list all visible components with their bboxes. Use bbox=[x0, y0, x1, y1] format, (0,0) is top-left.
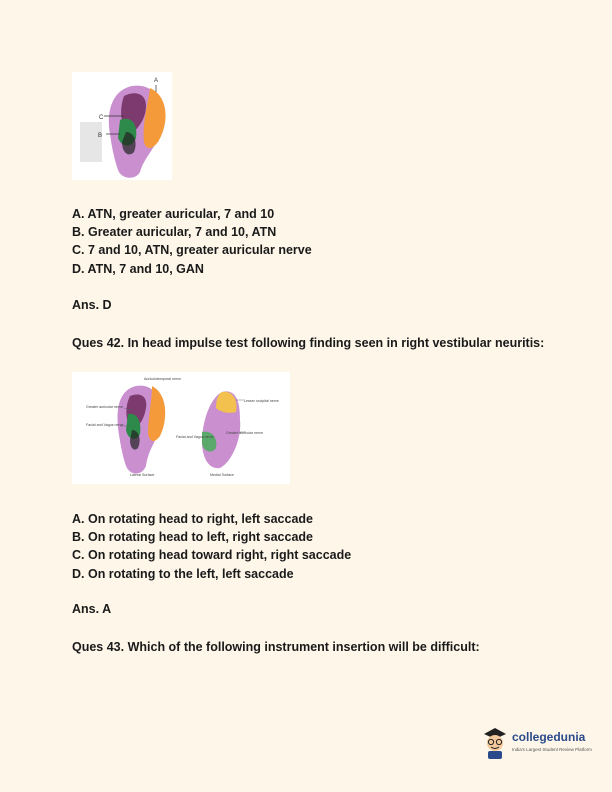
medial-label-lesser-occipital: Lesser occipital nerve bbox=[244, 399, 279, 403]
q41-option-a: A. ATN, greater auricular, 7 and 10 bbox=[72, 207, 275, 221]
q41-option-c: C. 7 and 10, ATN, greater auricular nerve bbox=[72, 243, 312, 258]
collegedunia-logo bbox=[480, 726, 600, 762]
lateral-label-auriculotemporal: Auriculotemporal nerve bbox=[144, 377, 181, 381]
lateral-label-greater-auricular: Greater auricular nerve bbox=[86, 405, 123, 409]
q42-option-b: B. On rotating head to left, right saccade bbox=[72, 530, 314, 545]
label-a: A bbox=[154, 78, 159, 84]
q41-options bbox=[72, 205, 312, 278]
q42-question: Ques 42. In head impulse test following finding seen in right vestibular neuritis: bbox=[72, 336, 545, 350]
mascot-icon bbox=[480, 726, 510, 760]
label-c: C bbox=[99, 115, 104, 121]
logo-name: collegedunia bbox=[512, 730, 586, 744]
ear-nerve-figure bbox=[72, 372, 290, 484]
q41-option-d: D. ATN, 7 and 10, GAN bbox=[72, 261, 204, 276]
q42-options bbox=[72, 510, 351, 583]
logo-tagline: India's Largest Student Review Platform bbox=[512, 747, 592, 752]
caption-medial: Medial Surface bbox=[210, 473, 234, 477]
medial-label-greater-auricular: Greater auricular nerve bbox=[226, 431, 263, 435]
q42-answer: Ans. A bbox=[72, 602, 112, 616]
q42-option-c: C. On rotating head toward right, right saccade bbox=[72, 548, 352, 563]
q42-option-a: A. On rotating head to right, left saccade bbox=[72, 512, 314, 526]
ear-figure-labeled bbox=[72, 72, 172, 180]
ear-nerve-diagram bbox=[72, 372, 290, 484]
ear-diagram bbox=[72, 72, 172, 180]
q43-question: Ques 43. Which of the following instrument insertion will be difficult: bbox=[72, 640, 480, 654]
medial-label-facial-vagus: Facial and Vagus nerve bbox=[176, 435, 214, 439]
background-shape bbox=[80, 122, 102, 162]
lateral-label-facial-vagus: Facial and Vagus nerve bbox=[86, 423, 124, 427]
q41-answer: Ans. D bbox=[72, 298, 112, 312]
caption-lateral: Lateral Surface bbox=[130, 473, 155, 477]
q41-option-b: B. Greater auricular, 7 and 10, ATN bbox=[72, 225, 277, 240]
q42-option-d: D. On rotating to the left, left saccade bbox=[72, 566, 294, 581]
label-b: B bbox=[98, 133, 103, 139]
